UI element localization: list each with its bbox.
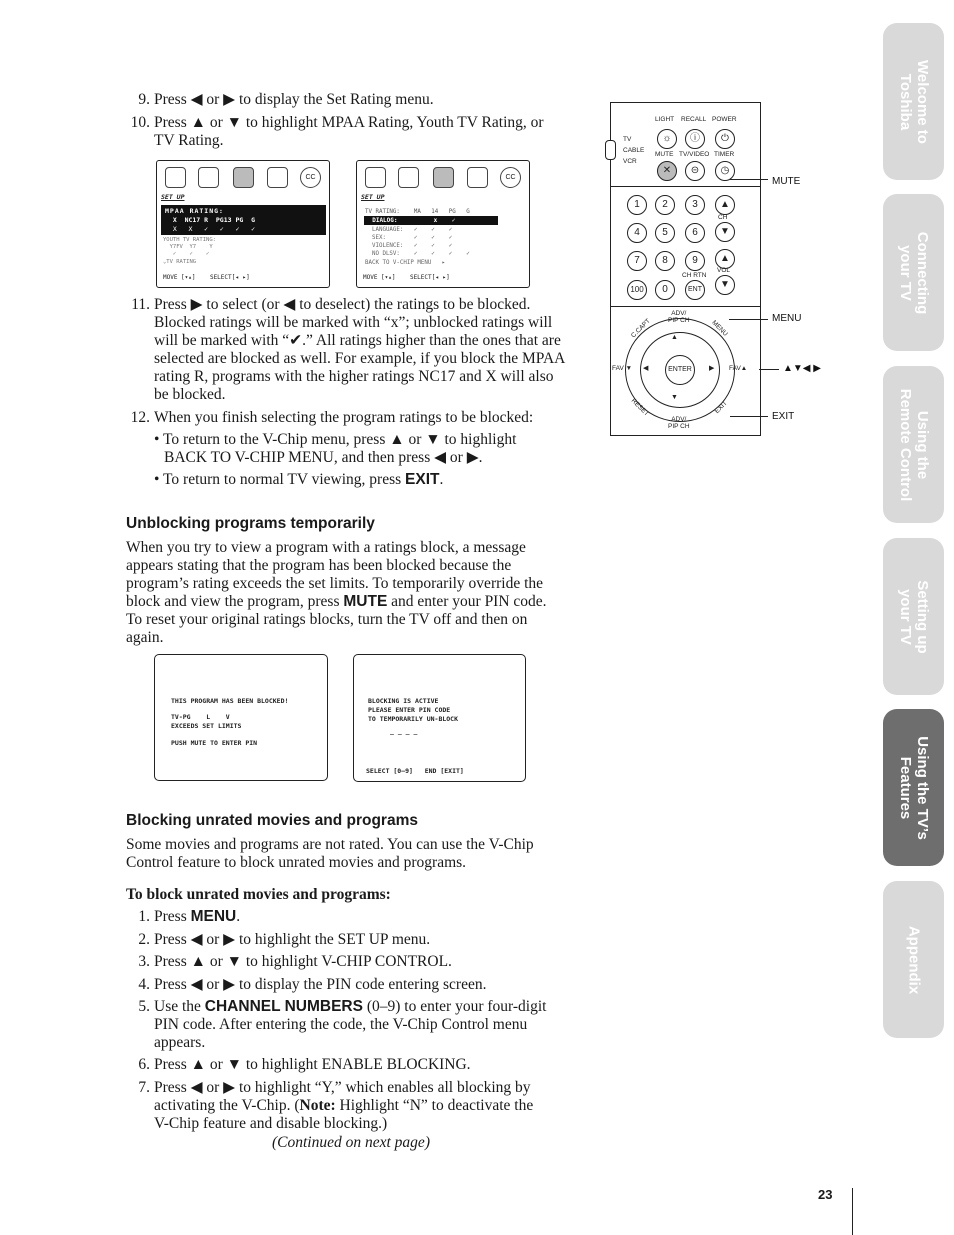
enter-button[interactable]: ENTER <box>665 355 695 385</box>
tab-appendix[interactable]: Appendix <box>883 881 944 1038</box>
unblock-paragraph: When you try to view a program with a ratings block, a message appears stating that the program has been blocked because the program’s rating exceeds the set limits. To temporarily override the block and view the program, press MUTE and enter your PIN code. To reset your original ratings blocks, turn the TV off and then on again. <box>126 539 547 646</box>
remote-divider <box>611 186 760 187</box>
option-icon <box>467 167 488 188</box>
tab-connecting[interactable]: Connecting your TV <box>883 194 944 351</box>
callout-line <box>730 416 768 417</box>
light-button[interactable]: ☼ <box>657 129 677 149</box>
mute-button[interactable]: ✕ <box>657 161 677 181</box>
callout-line <box>729 319 768 320</box>
callout-line <box>730 179 768 180</box>
tv-screen-blocked: THIS PROGRAM HAS BEEN BLOCKED! TV-PG L V EXCEEDS SET LIMITS PUSH MUTE TO ENTER PIN <box>154 654 328 781</box>
nav-up-arrow[interactable]: ▲ <box>671 334 678 341</box>
ch-down-button[interactable]: ▼ <box>715 222 735 242</box>
continued-note: (Continued on next page) <box>272 1134 430 1151</box>
nav-left-arrow[interactable]: ◀ <box>643 365 649 372</box>
digit-7-button[interactable]: 7 <box>627 251 647 271</box>
callout-exit: EXIT <box>772 411 795 422</box>
nav-down-arrow[interactable]: ▼ <box>671 394 678 401</box>
digit-6-button[interactable]: 6 <box>685 223 705 243</box>
digit-1-button[interactable]: 1 <box>627 195 647 215</box>
ccapt-button[interactable]: C.CAPT <box>630 317 652 340</box>
tv-video-button[interactable]: ⊝ <box>685 161 705 181</box>
tv-screen-tv-rating: CC SET UP TV RATING: MA 14 PG G DIALOG: x ✓ LANGUAGE: ✓ ✓ ✓ SEX: ✓ ✓ ✓ VIOLENCE: ✓ ✓ ✓ NO DLSV: ✓ ✓ ✓ ✓ BACK TO V-CHIP MENU ▸ MOVE [▾▴] SELECT[◂ ▸] <box>356 160 530 288</box>
tab-features[interactable]: Using the TV’s Features <box>883 709 944 866</box>
unrated-paragraph: Some movies and programs are not rated. You can use the V-Chip Control feature to block unrated movies and programs. <box>126 836 534 871</box>
tv-screen-pin-entry: BLOCKING IS ACTIVE PLEASE ENTER PIN CODE TO TEMPORARILY UN-BLOCK _ _ _ _ SELECT [0–9] END [EXIT] <box>353 654 526 782</box>
subheading-unrated: To block unrated movies and programs: <box>126 886 391 903</box>
setup-icon <box>233 167 254 188</box>
picture-icon <box>165 167 186 188</box>
cc-icon: CC <box>500 167 521 188</box>
digit-100-button[interactable]: 100 <box>627 280 647 300</box>
callout-menu: MENU <box>772 313 802 324</box>
nav-right-arrow[interactable]: ▶ <box>709 365 715 372</box>
option-icon <box>267 167 288 188</box>
bullet-exit: • To return to normal TV viewing, press EXIT. <box>154 471 444 488</box>
recall-button[interactable]: ⓘ <box>685 129 705 149</box>
audio-icon <box>398 167 419 188</box>
digit-5-button[interactable]: 5 <box>655 223 675 243</box>
cc-icon: CC <box>300 167 321 188</box>
digit-8-button[interactable]: 8 <box>655 251 675 271</box>
page-number: 23 <box>818 1187 833 1202</box>
heading-unrated: Blocking unrated movies and programs <box>126 812 418 829</box>
tab-remote-control[interactable]: Using the Remote Control <box>883 366 944 523</box>
callout-arrows: ▲▼◀ ▶ <box>783 363 821 374</box>
digit-3-button[interactable]: 3 <box>685 195 705 215</box>
audio-icon <box>198 167 219 188</box>
fav-down-button[interactable]: FAV ▼ <box>612 365 633 372</box>
ch-up-button[interactable]: ▲ <box>715 195 735 215</box>
power-button[interactable]: ⏻ <box>715 129 735 149</box>
callout-mute: MUTE <box>772 176 801 187</box>
digit-2-button[interactable]: 2 <box>655 195 675 215</box>
exit-button[interactable]: EXIT <box>713 399 729 416</box>
tab-setting-up[interactable]: Setting up your TV <box>883 538 944 695</box>
setup-icon <box>433 167 454 188</box>
timer-button[interactable]: ◷ <box>715 161 735 181</box>
ent-button[interactable]: ENT <box>685 280 705 300</box>
page-rule <box>852 1188 853 1235</box>
fav-up-button[interactable]: FAV▲ <box>729 365 748 372</box>
screen-title: SET UP <box>161 193 185 201</box>
digit-0-button[interactable]: 0 <box>655 280 675 300</box>
menu-button[interactable]: MENU <box>710 319 729 338</box>
reset-button[interactable]: RESET <box>629 397 650 418</box>
vol-down-button[interactable]: ▼ <box>715 275 735 295</box>
remote-control: TV CABLE VCR LIGHT RECALL POWER ☼ ⓘ ⏻ MUTE TV/VIDEO TIMER ✕ ⊝ ◷ 1 2 3 4 5 6 7 8 9 100 0 ENT ▲ CH ▼ ▲ VOL ▼ CH RTN ENTER ▲ ▼ ◀ ▶ ADV/ PIP CH ADV/ PIP CH C.CAPT MENU RESET EXIT FAV ▼ FAV▲ <box>610 102 761 436</box>
digit-9-button[interactable]: 9 <box>685 251 705 271</box>
vol-up-button[interactable]: ▲ <box>715 249 735 269</box>
heading-unblocking: Unblocking programs temporarily <box>126 515 375 532</box>
picture-icon <box>365 167 386 188</box>
tv-screen-mpaa: CC SET UP MPAA RATING: X NC17 R PG13 PG G X X ✓ ✓ ✓ ✓ YOUTH TV RATING: Y7FV Y7 Y ✓ ✓ ✓ ⌄TV RATING MOVE [▾▴] SELECT[◂ ▸] <box>156 160 330 288</box>
tab-welcome[interactable]: Welcome to Toshiba <box>883 23 944 180</box>
remote-divider <box>611 306 760 307</box>
digit-4-button[interactable]: 4 <box>627 223 647 243</box>
callout-line <box>759 369 779 370</box>
source-switch[interactable] <box>605 140 616 160</box>
